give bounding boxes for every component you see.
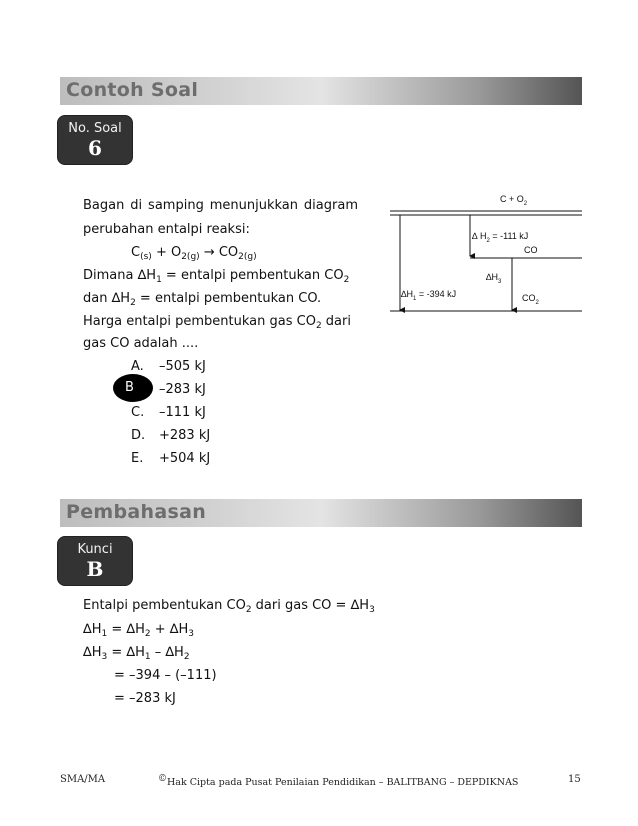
question-banner bbox=[60, 77, 582, 105]
question-number-value: 6 bbox=[88, 136, 102, 160]
question-number-badge bbox=[57, 115, 133, 165]
product-level-label: $CO_2$ bbox=[522, 293, 539, 306]
question-text-line-2: perubahan entalpi reaksi: bbox=[83, 222, 250, 237]
option-d: D. +283 kJ bbox=[131, 428, 211, 443]
footer-left: SMA/MA bbox=[60, 774, 106, 785]
footer-center: ©Hak Cipta pada Pusat Penilaian Pendidikan – BALITBANG – DEPDIKNAS bbox=[158, 774, 519, 788]
reactant-level-label: $C + O_2$ bbox=[500, 194, 528, 207]
solution-line-4: = –394 – (–111) bbox=[114, 668, 217, 683]
page-number: 15 bbox=[568, 774, 581, 785]
option-c: C. –111 kJ bbox=[131, 405, 206, 420]
question-banner-title: Contoh Soal bbox=[66, 79, 199, 101]
enthalpy-diagram bbox=[384, 186, 584, 316]
solution-banner-title: Pembahasan bbox=[66, 501, 207, 523]
copyright-symbol: © bbox=[158, 774, 167, 784]
answer-key-label: Kunci bbox=[77, 542, 113, 557]
definition-h2: dan $\Delta H_2$ = entalpi pembentukan CO. bbox=[83, 291, 322, 308]
option-b-letter: B bbox=[125, 380, 134, 395]
option-a: A. –505 kJ bbox=[131, 359, 206, 374]
h2-label: ∆ $H_2 = -111$ kJ bbox=[472, 231, 529, 244]
option-b: –283 kJ bbox=[159, 382, 206, 397]
question-ask-line-1: Harga entalpi pembentukan gas $CO_2$ dari bbox=[83, 314, 351, 331]
option-e: E. +504 kJ bbox=[131, 451, 211, 466]
co-level-label: CO bbox=[524, 245, 538, 255]
definition-h1: Dimana $\Delta H_1$ = entalpi pembentukan $CO_2$ bbox=[83, 268, 350, 285]
question-text-line-1: Bagan di samping menunjukkan diagram bbox=[83, 198, 358, 213]
answer-key-badge bbox=[57, 536, 133, 586]
solution-line-1: Entalpi pembentukan $CO_2$ dari gas CO = $\Delta H_3$ bbox=[83, 598, 375, 615]
solution-banner bbox=[60, 499, 582, 527]
h1-label: $\Delta H_1 = -394$ kJ bbox=[401, 289, 457, 302]
question-ask-line-2: gas CO adalah .... bbox=[83, 336, 199, 351]
answer-key-value: B bbox=[86, 557, 104, 581]
solution-line-2: $\Delta H_1 = \Delta H_2 + \Delta H_3$ bbox=[83, 622, 194, 639]
solution-line-5: = –283 kJ bbox=[114, 691, 176, 706]
question-number-label: No. Soal bbox=[68, 121, 122, 136]
h3-label: $\Delta H_3$ bbox=[486, 272, 502, 285]
reaction-equation: $C_{(s)} + O_{2(g)} \to CO_{2(g)}$ bbox=[131, 245, 257, 262]
solution-line-3: $\Delta H_3 = \Delta H_1 - \Delta H_2$ bbox=[83, 645, 190, 662]
